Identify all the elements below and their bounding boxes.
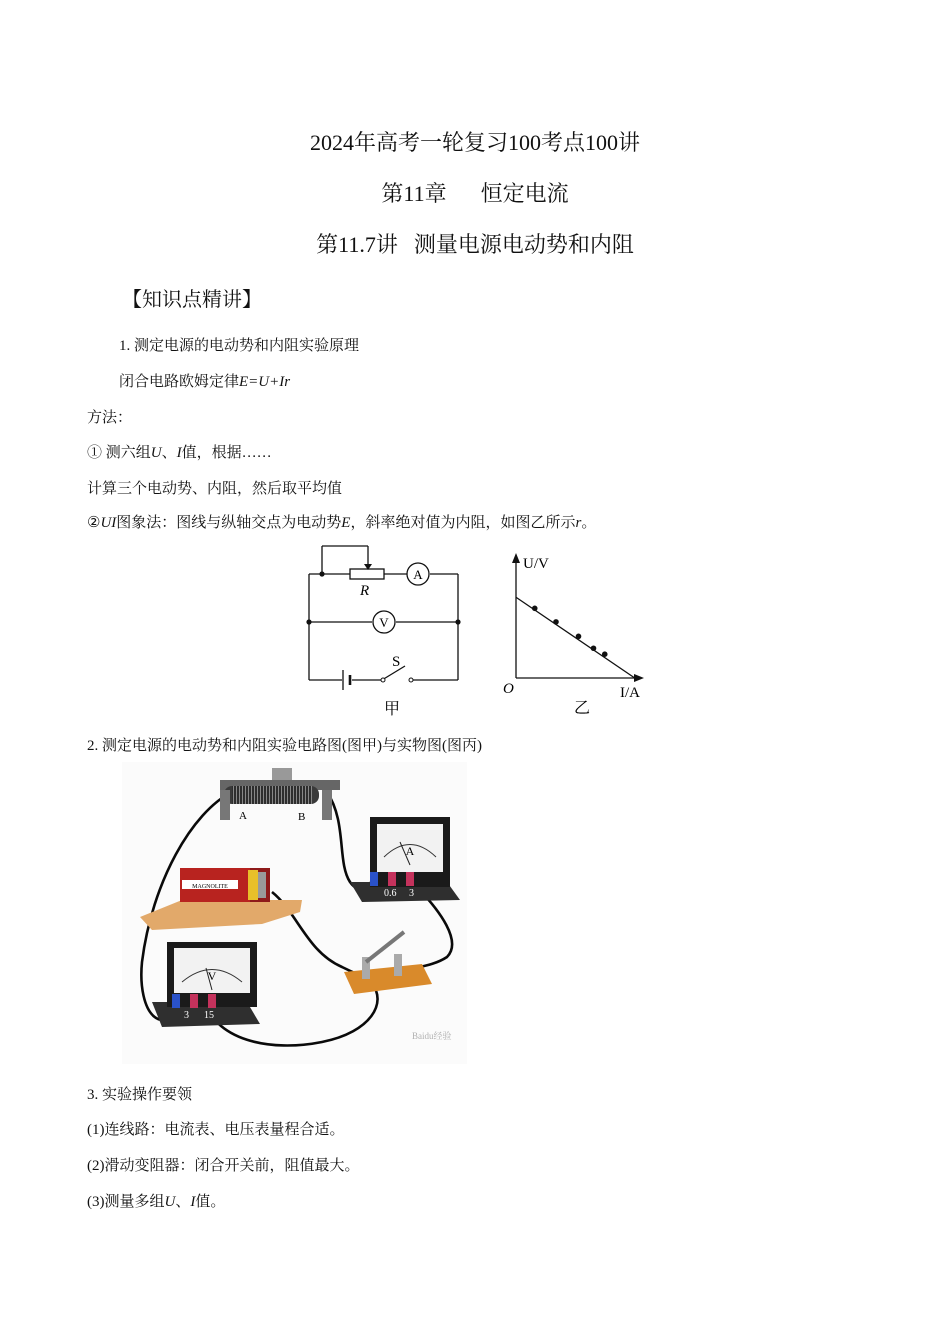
s3-item-2: (2)滑动变阻器：闭合开关前，阻值最大。 (87, 1158, 360, 1174)
fig-jia-caption: 甲 (383, 701, 401, 718)
lecture-number: 第11.7讲 (316, 232, 398, 257)
y-axis-label: U/V (523, 556, 549, 572)
watermark: Baidu经验 (412, 1031, 452, 1041)
s1-m1-u: U (150, 445, 162, 461)
s3-item-3 (87, 1190, 225, 1211)
switch-contact (381, 678, 385, 682)
rheostat-terminal-b: B (298, 811, 306, 823)
s1-m1-i: I (176, 445, 182, 461)
s3-heading: 3. 实验操作要领 (87, 1087, 193, 1103)
y-axis-arrow (512, 553, 520, 563)
s1-law (119, 370, 290, 391)
data-point (591, 645, 597, 651)
s1-heading: 1. 测定电源的电动势和内阻实验原理 (119, 338, 360, 354)
s1-m2-mid2: ，斜率绝对值为内阻，如图乙所示 (350, 515, 576, 531)
apparatus-photo (122, 762, 467, 1064)
junction-dot (319, 571, 324, 576)
doc-title: 2024年高考一轮复习100考点100讲 (309, 130, 640, 155)
s1-method1-line2: 计算三个电动势、内阻，然后取平均值 (87, 481, 343, 497)
rheostat-terminal-a: A (239, 810, 247, 822)
ammeter-label: A (413, 567, 423, 582)
s3-i3-u: U (164, 1194, 176, 1210)
s1-law-prefix: 闭合电路欧姆定律 (119, 374, 240, 390)
data-point (532, 606, 538, 612)
ui-graph-yi (498, 545, 658, 720)
s1-m2-mid: 图象法：图线与纵轴交点为电动势 (116, 515, 342, 531)
ammeter-range-1: 0.6 (384, 888, 397, 899)
s1-method-label: 方法： (87, 410, 133, 426)
voltmeter-range-1: 3 (184, 1010, 189, 1021)
rheostat-body (350, 569, 384, 579)
s1-m2-e: E (341, 515, 351, 531)
s1-m2-ui: UI (100, 515, 117, 531)
voltmeter-label: V (379, 615, 389, 630)
x-axis-label: I/A (620, 685, 640, 701)
battery-brand: MAGNOLITE (192, 884, 228, 890)
voltmeter (152, 942, 260, 1027)
chapter-number: 第11章 (381, 181, 447, 206)
data-point (553, 619, 559, 625)
s1-m2-end: 。 (581, 515, 597, 531)
s1-method1 (87, 441, 272, 462)
ammeter-dial-letter: A (405, 844, 415, 858)
x-axis-arrow (634, 674, 644, 682)
s3-i3-sep: 、 (175, 1194, 191, 1210)
lecture-title (0, 228, 950, 259)
s3-item-1: (1)连线路：电流表、电压表量程合适。 (87, 1122, 345, 1138)
s1-m1-suffix: 值，根据…… (181, 445, 272, 461)
s1-m2-prefix: ② (87, 515, 101, 531)
s3-i3-i: I (190, 1194, 196, 1210)
s1-m2-r: r (575, 515, 582, 531)
s3-i3-prefix: (3)测量多组 (87, 1194, 165, 1210)
origin-label: O (503, 681, 514, 697)
data-point (602, 651, 608, 657)
chapter-name: 恒定电流 (480, 181, 569, 206)
voltmeter-range-2: 15 (204, 1010, 214, 1021)
s1-m1-sep: 、 (161, 445, 177, 461)
junction-dot (455, 619, 460, 624)
junction-dot (306, 619, 311, 624)
s1-law-formula: E=U+Ir (239, 374, 291, 390)
chapter-title (0, 177, 950, 208)
s2-heading: 2. 测定电源的电动势和内阻实验电路图(图甲)与实物图(图丙) (87, 738, 482, 754)
voltmeter-dial-letter: V (207, 969, 217, 983)
switch-contact (409, 678, 413, 682)
lecture-name: 测量电源电动势和内阻 (413, 232, 634, 257)
s1-method2 (87, 511, 596, 532)
s1-m1-prefix: ① 测六组 (87, 445, 151, 461)
fig-yi-caption: 乙 (573, 700, 591, 717)
ammeter-range-2: 3 (409, 888, 414, 899)
s3-i3-suffix: 值。 (195, 1194, 226, 1210)
circuit-diagram-jia (300, 540, 470, 720)
switch-label: S (392, 654, 401, 670)
data-point (576, 634, 582, 640)
section-heading: 【知识点精讲】 (122, 289, 262, 311)
rheostat-label: R (360, 583, 370, 599)
